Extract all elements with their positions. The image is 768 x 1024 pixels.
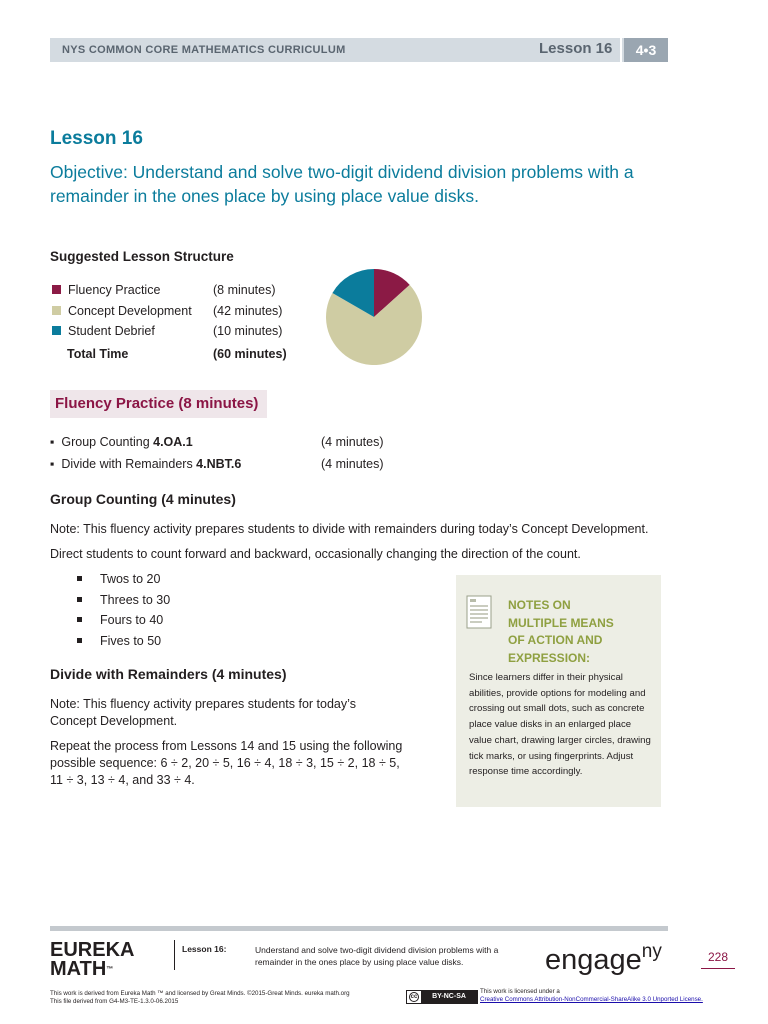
fluency-list-item: ▪ Group Counting 4.OA.1 <box>50 435 193 449</box>
bullet-icon <box>77 638 82 643</box>
bullet-icon <box>77 597 82 602</box>
lesson-structure-pie <box>324 267 424 367</box>
cc-license-badge <box>406 990 478 1004</box>
derived-notice: This work is derived from Eureka Math ™ and licensed by Great Minds. ©2015-Great Minds. eureka math.org This file derived from G4-M3-TE-1.3.0-06.2015 <box>50 990 350 1005</box>
structure-item-fluency <box>52 283 160 297</box>
objective: Objective: Understand and solve two-digit dividend division problems with a remainder in the ones place by using place value disks. <box>50 162 634 206</box>
structure-item-label: Fluency Practice <box>68 283 161 297</box>
bullet-icon <box>77 617 82 622</box>
notes-document-icon <box>466 595 492 629</box>
group-counting-heading: Group Counting (4 minutes) <box>50 491 236 507</box>
fluency-banner-text: Fluency Practice (8 minutes) <box>55 395 259 412</box>
list-item: Fives to 50 <box>77 634 161 648</box>
structure-item-label: Student Debrief <box>68 324 155 338</box>
structure-item-concept <box>52 304 192 318</box>
structure-item-debrief <box>52 324 155 338</box>
notes-title: NOTES ON MULTIPLE MEANS OF ACTION AND EXPRESSION: <box>508 598 614 665</box>
bullet-icon: ▪ <box>50 457 62 471</box>
total-label: Total Time <box>67 347 129 361</box>
page-number-rule <box>701 968 735 969</box>
footer-rule <box>50 926 668 931</box>
curriculum-label: NYS COMMON CORE MATHEMATICS CURRICULUM <box>62 44 346 56</box>
fluency-list-item: ▪ Divide with Remainders 4.NBT.6 <box>50 457 242 471</box>
standard-code: 4.NBT.6 <box>196 457 242 471</box>
list-item: Twos to 20 <box>77 572 160 586</box>
structure-item-minutes: (42 minutes) <box>213 304 283 318</box>
structure-item-label: Concept Development <box>68 304 192 318</box>
structure-item-minutes: (10 minutes) <box>213 324 283 338</box>
fluency-item-minutes: (4 minutes) <box>321 435 384 449</box>
bullet-icon: ▪ <box>50 435 62 449</box>
group-counting-direction: Direct students to count forward and backward, occasionally changing the direction of the count. <box>50 547 581 561</box>
module-badge: 4•3 <box>624 38 668 62</box>
list-item: Threes to 30 <box>77 593 170 607</box>
header-divider <box>620 38 622 62</box>
fluency-swatch <box>52 285 61 294</box>
notes-body: Since learners differ in their physical abilities, provide options for modeling and crossing out small dots, such as concrete place value disks in an enlarged place value chart, drawing larger circles, drawing tick marks, or using fingerprints. Adjust response time accordingly. <box>469 672 651 778</box>
concept-swatch <box>52 306 61 315</box>
standard-code: 4.OA.1 <box>153 435 193 449</box>
fluency-item-minutes: (4 minutes) <box>321 457 384 471</box>
bullet-icon <box>77 576 82 581</box>
footer-lesson-label: Lesson 16: <box>182 944 227 954</box>
cc-logo-icon: cc <box>410 994 418 1000</box>
divide-repeat-line: Repeat the process from Lessons 14 and 15 using the following <box>50 739 403 753</box>
footer-objective: Understand and solve two-digit dividend division problems with a remainder in the ones place by using place value disks. <box>255 945 499 967</box>
total-minutes: (60 minutes) <box>213 347 287 361</box>
divide-repeat-line: possible sequence: 6 ÷ 2, 20 ÷ 5, 16 ÷ 4, 18 ÷ 3, 15 ÷ 2, 18 ÷ 5, <box>50 756 400 770</box>
page-number: 228 <box>707 950 729 964</box>
cc-badge-label: BY-NC-SA <box>421 991 477 1003</box>
divide-note-line: Note: This fluency activity prepares students for today’s <box>50 697 356 711</box>
engageny-logo: engage$^{ny}$ <box>545 941 662 976</box>
eureka-math-logo: EUREKA MATH™ <box>50 939 135 980</box>
license-notice: This work is licensed under a Creative Commons Attribution-NonCommercial-ShareAlike 3.0 Unported License. <box>480 988 703 1003</box>
group-counting-note: Note: This fluency activity prepares students to divide with remainders during today’s Concept Development. <box>50 522 649 536</box>
divide-remainders-heading: Divide with Remainders (4 minutes) <box>50 666 287 682</box>
list-item: Fours to 40 <box>77 613 163 627</box>
footer-separator <box>174 940 175 970</box>
structure-heading: Suggested Lesson Structure <box>50 249 234 264</box>
divide-note-line: Concept Development. <box>50 714 178 728</box>
lesson-title: Lesson 16 <box>50 128 143 149</box>
divide-repeat-line: 11 ÷ 3, 13 ÷ 4, and 33 ÷ 4. <box>50 773 195 787</box>
header-lesson: Lesson 16 <box>539 40 613 57</box>
debrief-swatch <box>52 326 61 335</box>
structure-item-minutes: (8 minutes) <box>213 283 276 297</box>
license-link[interactable]: Creative Commons Attribution-NonCommercial-ShareAlike 3.0 Unported License. <box>480 996 703 1003</box>
